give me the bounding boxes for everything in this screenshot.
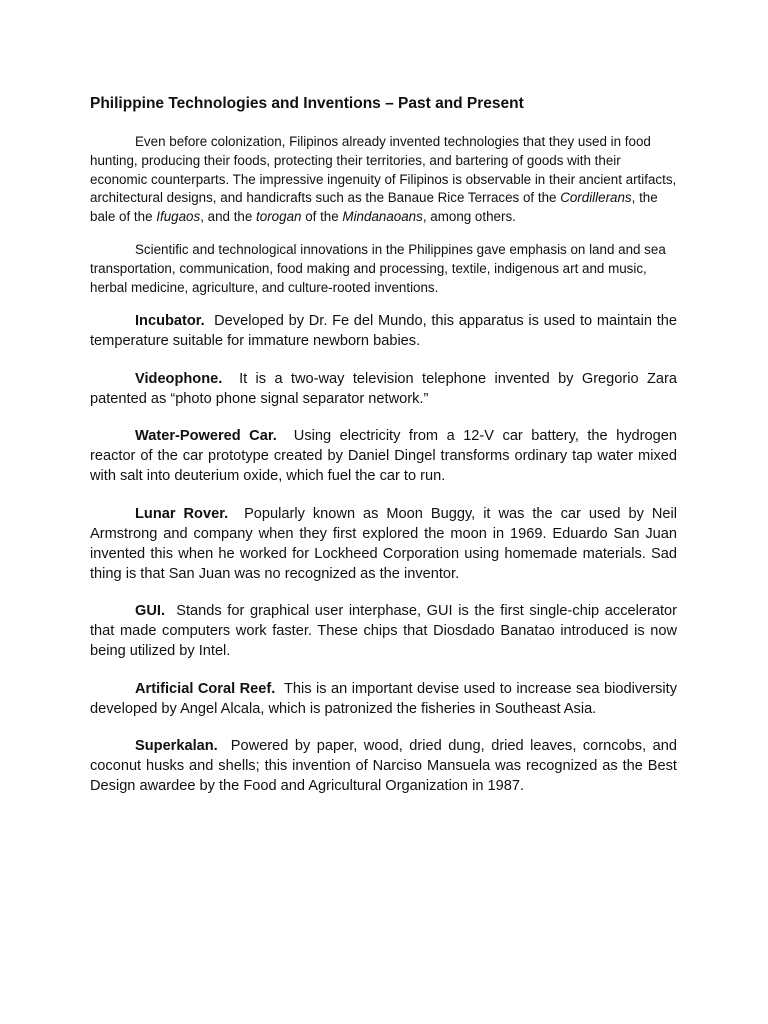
invention-name: Videophone.: [135, 370, 223, 387]
italic-term: Mindanaoans: [342, 209, 423, 225]
invention-entry: [90, 736, 677, 796]
invention-name: Lunar Rover.: [135, 505, 229, 522]
invention-description: This is an important devise used to increase sea biodiversity developed by Angel Alcala, which is patronized the fisheries in Southeast Asia.: [90, 680, 677, 717]
invention-entry: [90, 679, 677, 719]
paragraph-text: Even before colonization, Filipinos already invented technologies that they used in food hunting, producing their foods, protecting their territories, and bartering of goods with their economic counterparts. The impressive ingenuity of Filipinos is observable in their ancient artifacts, architectural designs, and handicrafts such as the Banaue Rice Terraces of the: [90, 134, 677, 206]
document-title: Philippine Technologies and Inventions – Past and Present: [90, 95, 524, 112]
invention-description: Developed by Dr. Fe del Mundo, this apparatus is used to maintain the temperature suitable for immature newborn babies.: [90, 313, 677, 350]
invention-name: GUI.: [135, 603, 165, 620]
paragraph-text: Scientific and technological innovations in the Philippines gave emphasis on land and sea transportation, communication, food making and processing, textile, indigenous art and music, herbal medicine, agriculture, and culture-rooted inventions.: [90, 241, 666, 295]
italic-term: Cordillerans: [560, 190, 632, 206]
invention-description: It is a two-way television telephone invented by Gregorio Zara patented as “photo phone signal separator network.”: [90, 370, 678, 407]
invention-entry: [90, 311, 677, 351]
paragraph-text: , the bale of the: [90, 190, 658, 225]
document-page: [90, 94, 677, 814]
invention-description: Using electricity from a 12-V car battery, the hydrogen reactor of the car prototype created by Daniel Dingel transforms ordinary tap water mixed with salt into deuterium oxide, which fuel the car to run.: [90, 428, 678, 485]
paragraph-text: , among others.: [422, 209, 516, 225]
paragraph-text: of the: [301, 209, 343, 225]
invention-entry: [90, 426, 677, 486]
invention-entry: [90, 369, 677, 409]
intro-paragraph: [90, 241, 677, 297]
invention-entry: [90, 601, 677, 661]
paragraph-text: , and the: [200, 209, 257, 225]
invention-description: Powered by paper, wood, dried dung, dried leaves, corncobs, and coconut husks and shells; this invention of Narciso Mansuela was recognized as the Best Design awardee by the Food and Agricultural Organization in 1987.: [90, 738, 677, 795]
invention-description: Stands for graphical user interphase, GUI is the first single-chip accelerator that made computers work faster. These chips that Diosdado Banatao introduced is now being utilized by Intel.: [90, 603, 677, 660]
intro-paragraph: [90, 133, 677, 227]
invention-name: Artificial Coral Reef.: [135, 680, 276, 697]
italic-term: torogan: [256, 209, 302, 225]
inventions-list: [90, 311, 677, 796]
invention-name: Superkalan.: [135, 738, 218, 755]
invention-name: Incubator.: [135, 313, 205, 330]
intro-section: [90, 133, 677, 297]
invention-name: Water-Powered Car.: [135, 428, 277, 445]
italic-term: Ifugaos: [156, 209, 201, 225]
invention-entry: [90, 504, 677, 584]
invention-description: Popularly known as Moon Buggy, it was the car used by Neil Armstrong and company when they first explored the moon in 1969. Eduardo San Juan invented this when he worked for Lockheed Corporation using homemade materials. Sad thing is that San Juan was no recognized as the inventor.: [90, 505, 677, 582]
